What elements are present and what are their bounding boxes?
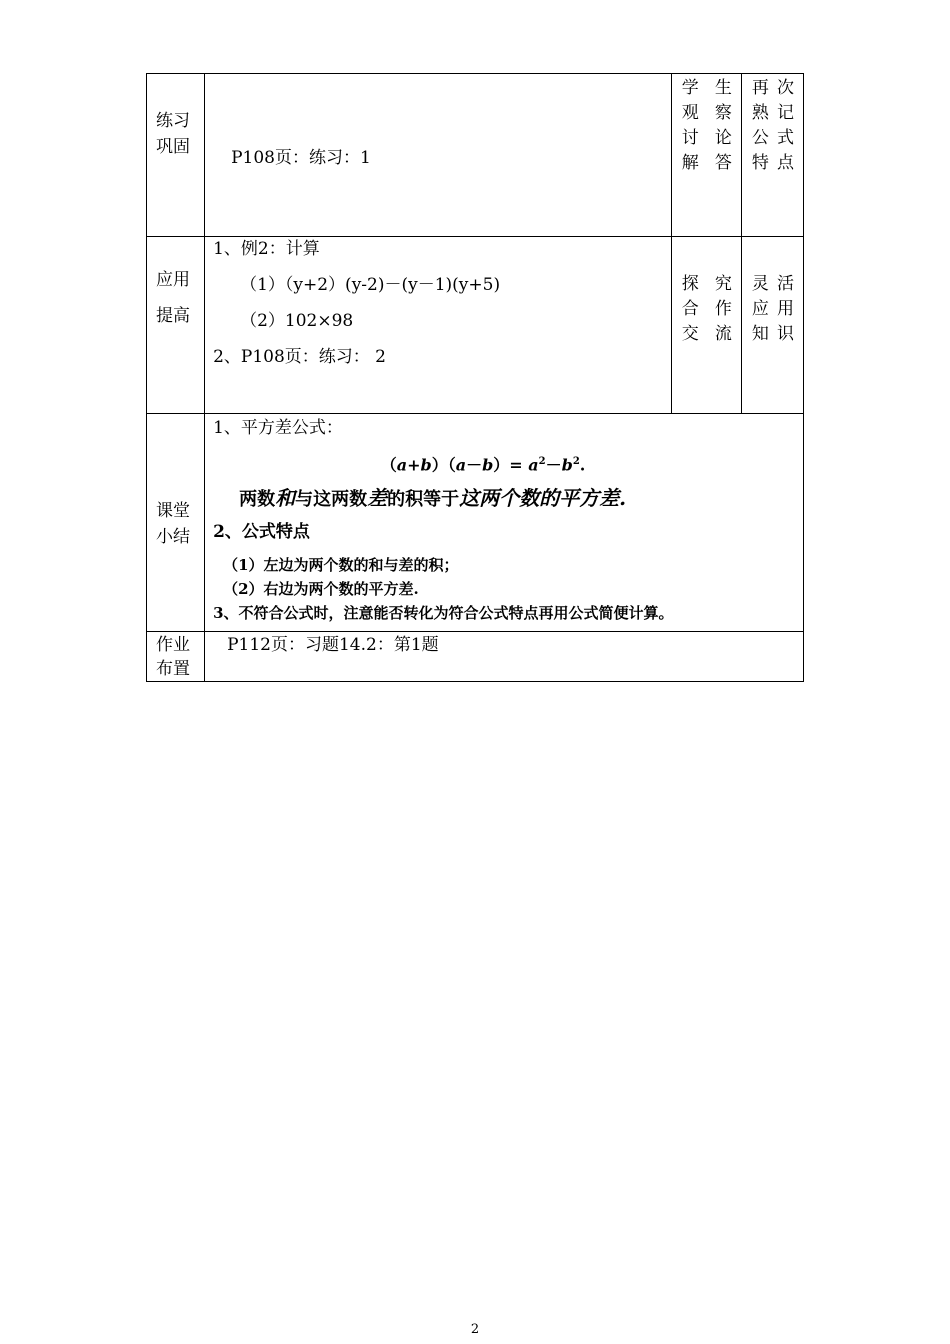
summary-heading-1: 1、平方差公式： [213,418,343,438]
summary-content [205,415,803,625]
summary-heading-3: 3、不符合公式时，注意能否转化为符合公式特点再用公式简便计算。 [213,604,674,623]
exercise-line: 2、P108页：练习： 2 [213,347,386,367]
lesson-plan-table [146,73,804,682]
practice-purpose: 再次 熟记 公式 特点 [751,78,794,173]
application-purpose-cell [741,237,803,414]
application-content [205,236,671,370]
example-item-1: （1）（y+2）(y-2)－(y－1)(y+5) [240,275,501,295]
feature-2: （2）右边为两个数的平方差. [223,580,419,599]
summary-label-cell [147,414,205,632]
practice-content: P108页：练习：1 [231,148,371,168]
application-purpose: 灵活 应用 知识 [751,274,794,344]
practice-student-activity: 学生 观察 讨论 解答 [681,78,732,173]
summary-content-cell [205,414,804,632]
practice-label: 练习 巩固 [156,111,190,157]
practice-student-cell [671,74,741,237]
application-row [147,237,804,414]
summary-heading-2: 2、公式特点 [213,522,310,543]
application-student-cell [671,237,741,414]
feature-1: （1）左边为两个数的和与差的积； [223,556,459,575]
summary-label: 课堂 小结 [156,501,190,547]
application-content-cell [205,237,672,414]
example-heading: 1、例2：计算 [213,239,320,259]
application-student-activity: 探究 合作 交流 [681,274,732,344]
practice-purpose-cell [741,74,803,237]
homework-label: 作业 布置 [156,635,190,679]
homework-label-cell [147,632,205,682]
homework-row [147,632,804,682]
summary-row [147,414,804,632]
homework-content-cell [205,632,804,682]
homework-content: P112页：习题14.2：第1题 [227,635,439,655]
application-label-cell [147,237,205,414]
practice-content-cell [205,74,672,237]
example-item-2: （2）102×98 [240,311,354,331]
application-label: 应用 提高 [156,270,190,326]
page-number: 2 [470,1322,480,1337]
practice-label-cell [147,74,205,237]
formula-statement: 两数和与这两数差的积等于这两个数的平方差. [239,486,627,511]
practice-row [147,74,804,237]
difference-of-squares-formula: $(a+b)(a-b)= a^2-b^2$. [380,455,586,475]
